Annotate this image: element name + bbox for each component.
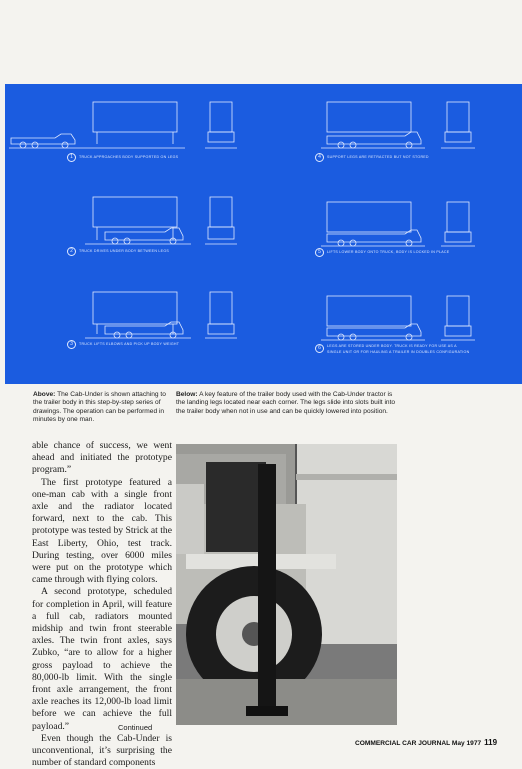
step-caption-1: TRUCK APPROACHES BODY SUPPORTED ON LEGS [79,155,179,159]
drawing-step-5 [321,202,475,246]
step-number-5: 5 [315,248,324,257]
blueprint-figure [5,84,522,384]
continued-label: Continued [118,723,153,732]
article-paragraph: Even though the Cab-Under is unconventional, it’s surprising the number of standard components [32,732,172,769]
article-paragraph: The first prototype featured a one-man cab with a single front axle and the radiator located forward, next to the cab. This prototype was tested by Strick at the East Liberty, Ohio, test track. During testing, over 6000 miles were put on the prototype which came through with flying colors. [32,476,172,586]
drawing-step-6 [321,296,475,340]
drawing-step-2 [85,197,237,244]
step-caption-6-line-2: SINGLE UNIT OR FOR HAULING A TRAILER IN DOUBLES CONFIGURATION [327,350,470,354]
step-caption-6: LEGS ARE STORED UNDER BODY. TRUCK IS READY FOR USE AS A [327,344,457,348]
article-body [32,440,172,769]
step-number-6: 6 [315,344,324,353]
journal-name: COMMERCIAL CAR JOURNAL May 1977 [355,740,482,747]
drawing-step-1 [9,102,237,148]
caption-above-text: The Cab-Under is shown attaching to the trailer body in this step-by-step series of drawings. The operation can be performed in minutes by one man. [33,391,166,424]
page-number: 119 [484,738,498,747]
step-number-3: 3 [67,340,76,349]
article-paragraph: A second prototype, scheduled for completion in April, will feature a full cab, radiators mounted midship and twin front steerable axles. The twin front axles, says Zubko, “are to allow for a higher gross payload to achieve the 80,000-lb limit. With the single front axle arrangement, the front axle reaches its 12,000-lb load limit before we can achieve the full payload.” [32,586,172,732]
page-footer [355,738,497,747]
step-caption-3: TRUCK LIFTS ELBOWS AND PICK UP BODY WEIGHT [79,342,180,346]
caption-above-label: Above: [33,391,56,398]
landing-leg-photo [176,444,397,725]
landing-leg-photo-drawing [176,444,397,725]
drawing-step-4 [321,102,475,148]
step-number-4: 4 [315,153,324,162]
step-caption-2: TRUCK DRIVES UNDER BODY BETWEEN LEGS [79,249,170,253]
caption-above [33,391,173,425]
caption-below-label: Below: [176,391,198,398]
step-number-2: 2 [67,247,76,256]
blueprint-drawings [5,84,522,384]
caption-below [176,391,402,416]
caption-below-text: A key feature of the trailer body used with the Cab-Under tractor is the landing legs located near each corner. The legs slide into slots built into the trailer body when not in use and can be quickly lowered into position. [176,391,396,415]
step-number-1: 1 [67,153,76,162]
drawing-step-3 [85,292,237,338]
step-caption-4: SUPPORT LEGS ARE RETRACTED BUT NOT STORED [327,155,429,159]
step-caption-5: LIFTS LOWER BODY ONTO TRUCK, BODY IS LOCKED IN PLACE [327,250,450,254]
article-paragraph: able chance of success, we went ahead and initiated the prototype program.” [32,440,172,476]
